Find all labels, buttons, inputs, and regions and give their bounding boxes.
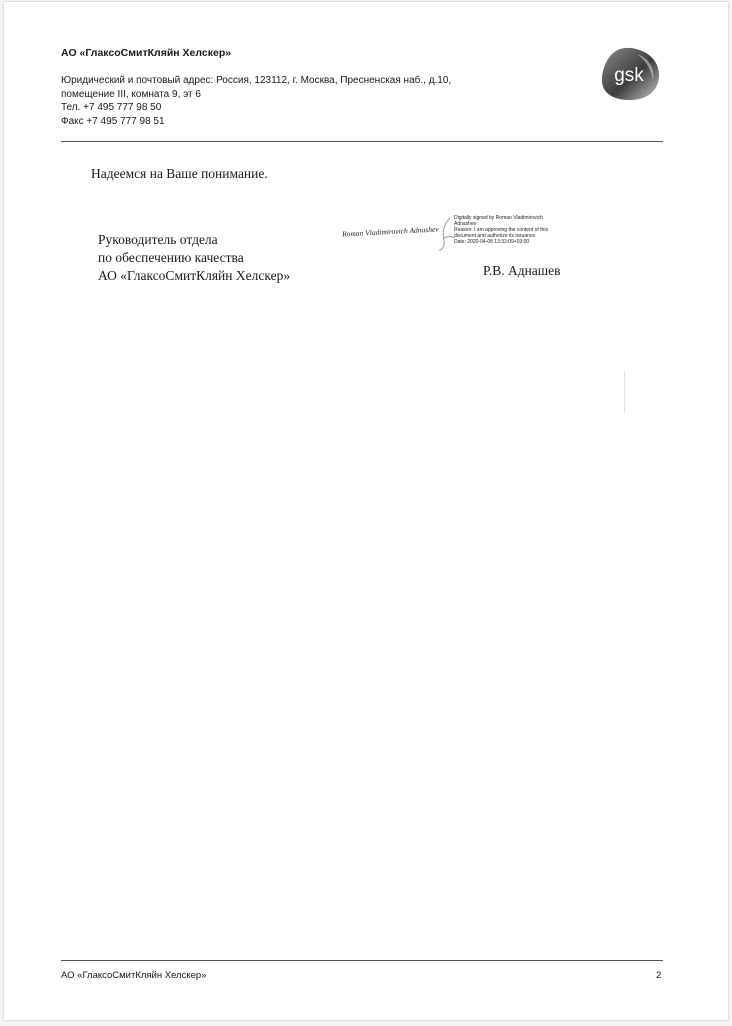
stamp-line-3: Reason: I am approving the content of this <box>454 227 548 234</box>
stamp-line-5: Date: 2020-04-08 13:33:09+03:00 <box>454 239 530 246</box>
signature-flourish <box>436 216 456 252</box>
gsk-logo <box>587 44 665 102</box>
logo-text: gsk <box>614 65 644 86</box>
phone-line: Тел. +7 495 777 98 50 <box>61 102 162 113</box>
fax-line: Факс +7 495 777 98 51 <box>61 115 165 127</box>
closing-sentence: Надеемся на Ваше понимание. <box>91 166 268 181</box>
address-line-2: помещение III, комната 9, эт 6 <box>61 88 201 100</box>
stamp-line-4: document and authorize its issuance. <box>454 233 537 240</box>
stamp-line-2: Adnashev <box>454 221 477 228</box>
position-line-1: Руководитель отдела <box>98 232 218 247</box>
page-number: 2 <box>656 970 662 981</box>
signer-name: Р.В. Аднашев <box>483 263 561 278</box>
address-line-1: Юридический и почтовый адрес: Россия, 123112, г. Москва, Пресненская наб., д.10, <box>61 75 452 86</box>
position-line-2: по обеспечению качества <box>98 250 244 265</box>
stamp-line-1: Digitally signed by Roman Vladimirovich <box>454 215 543 221</box>
header-company-name: АО «ГлаксоСмитКляйн Хелскер» <box>61 47 232 59</box>
footer-divider <box>61 960 663 961</box>
header-divider <box>61 141 663 142</box>
footer-company-name: АО «ГлаксоСмитКляйн Хелскер» <box>61 970 207 981</box>
scan-artifact <box>624 372 625 412</box>
position-line-3: АО «ГлаксоСмитКляйн Хелскер» <box>98 268 291 283</box>
header-address-block <box>61 74 451 128</box>
signatory-position <box>98 231 290 285</box>
digital-signature-stamp <box>454 215 548 245</box>
handwritten-signature: Roman Vladimirovich Adnashev <box>341 224 439 239</box>
letter-page <box>4 2 728 1020</box>
